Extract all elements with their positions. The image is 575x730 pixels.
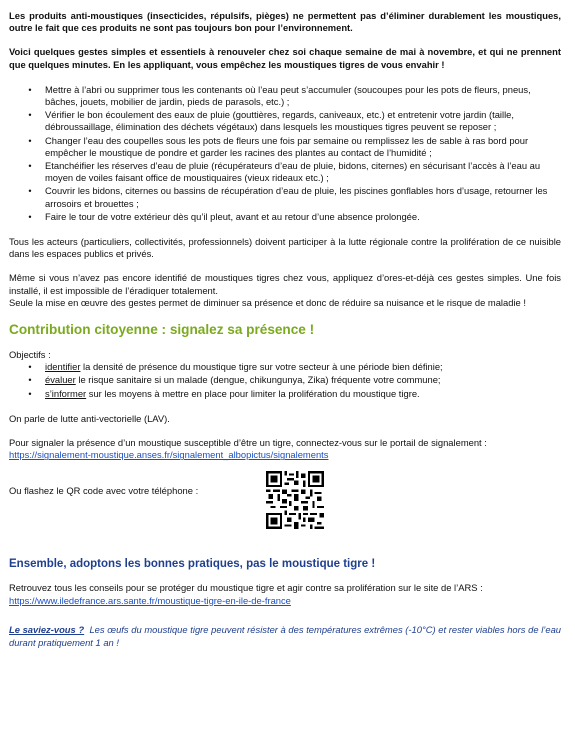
document-page — [9, 10, 561, 649]
bullet-icon: • — [28, 110, 32, 121]
lav-note: On parle de lutte anti-vectorielle (LAV). — [9, 412, 170, 424]
fact-label: Le saviez-vous ? — [9, 623, 85, 635]
list-item: • Changer l’eau des coupelles sous les pots de fleurs une fois par semaine ou remplissez les de sable à ras bord pour empêcher le moustique de pondre et garder les racines des plantes au contact de l’humidité ; — [45, 135, 561, 159]
gestures-list — [9, 84, 561, 223]
bullet-icon: • — [28, 161, 32, 172]
contribution-heading: Contribution citoyenne : signalez sa présence ! — [9, 322, 315, 338]
report-text: Pour signaler la présence d’un moustique susceptible d’être un tigre, connectez-vous sur le portail de signalement : — [9, 437, 487, 449]
list-item: • Vérifier le bon écoulement des eaux de pluie (gouttières, regards, caniveaux, etc.) et entretenir votre jardin (taille, débroussaillage, élimination des déchets végétaux) dans lesquels les moustiques tigres peuvent se reposer ; — [45, 109, 561, 133]
bullet-icon: • — [28, 135, 32, 146]
objective-keyword: évaluer — [45, 374, 76, 386]
intro-paragraph-2: Voici quelques gestes simples et essentiels à renouveler chez soi chaque semaine de mai à novembre, et qui ne prennent que quelques minutes. En les appliquant, vous empêchez les moustiques tigres de vous envahir ! — [9, 46, 561, 70]
actors-paragraph: Tous les acteurs (particuliers, collectivités, professionnels) doivent participer à la lutte régionale contre la prolifération de ce nuisible dans les espaces publics et privés. — [9, 236, 561, 260]
bullet-icon: • — [28, 211, 32, 222]
objective-keyword: identifier — [45, 361, 81, 373]
fact-paragraph — [9, 623, 561, 649]
list-item: • identifier la densité de présence du moustique tigre sur votre secteur à une période bien définie; — [45, 361, 561, 373]
bullet-icon: • — [28, 388, 32, 399]
objectives-list — [9, 361, 561, 400]
intro-paragraph-1: Les produits anti-moustiques (insecticides, répulsifs, pièges) ne permettent pas d’éliminer durablement les moustiques, outre le fait que ces produits ne sont pas toujours bon pour l’environnement. — [9, 10, 561, 34]
bullet-icon: • — [28, 362, 32, 373]
list-item: • Mettre à l’abri ou supprimer tous les contenants où l’eau peut s’accumuler (soucoupes pour les pots de fleurs, pneus, bâches, jouets, mobilier de jardin, pieds de parasols, etc.) ; — [45, 84, 561, 108]
warning-line-1: Même si vous n’avez pas encore identifié de moustiques tigres chez vous, appliquez d’ores-et-déjà ces gestes simples. Une fois installé, il est impossible de l’éradiquer totalement. — [9, 272, 561, 296]
bullet-icon: • — [28, 375, 32, 386]
qr-section — [9, 471, 561, 537]
together-heading: Ensemble, adoptons les bonnes pratiques, pas le moustique tigre ! — [9, 558, 376, 571]
list-item: • Etanchéifier les réserves d’eau de pluie (récupérateurs d’eau de pluie, bidons, citernes) en sécurisant l’accès à l’eau au moyen de voiles faisant office de moustiquaires (vieux rideaux etc.) ; — [45, 160, 561, 184]
ars-link[interactable]: https://www.iledefrance.ars.sante.fr/moustique-tigre-en-ile-de-france — [9, 594, 291, 606]
list-item: • Couvrir les bidons, citernes ou bassins de récupération d’eau de pluie, les piscines gonflables hors d’usage, retourner les arrosoirs et brouettes ; — [45, 185, 561, 209]
warning-line-2: Seule la mise en œuvre des gestes permet de diminuer sa présence et donc de réduire sa nuisance et le risque de maladie ! — [9, 296, 526, 308]
together-text: Retrouvez tous les conseils pour se protéger du moustique tigre et agir contre sa prolifération sur le site de l’ARS : — [9, 582, 483, 594]
bullet-icon: • — [28, 186, 32, 197]
qr-label: Ou flashez le QR code avec votre téléphone : — [9, 485, 199, 497]
list-item: • évaluer le risque sanitaire si un malade (dengue, chikungunya, Zika) fréquente votre commune; — [45, 374, 561, 386]
bullet-icon: • — [28, 84, 32, 95]
objectives-label: Objectifs : — [9, 349, 51, 361]
qr-code-icon[interactable] — [266, 471, 324, 529]
objective-keyword: s’informer — [45, 387, 87, 399]
list-item: • s’informer sur les moyens à mettre en place pour limiter la prolifération du moustique tigre. — [45, 388, 561, 400]
fact-text: Les œufs du moustique tigre peuvent résister à des températures extrêmes (-10°C) et rester viables hors de l’eau durant pratiquement 1 an ! — [9, 623, 561, 648]
list-item: • Faire le tour de votre extérieur dès qu’il pleut, avant et au retour d’une absence prolongée. — [45, 211, 561, 223]
report-link[interactable]: https://signalement-moustique.anses.fr/signalement_albopictus/signalements — [9, 449, 329, 461]
